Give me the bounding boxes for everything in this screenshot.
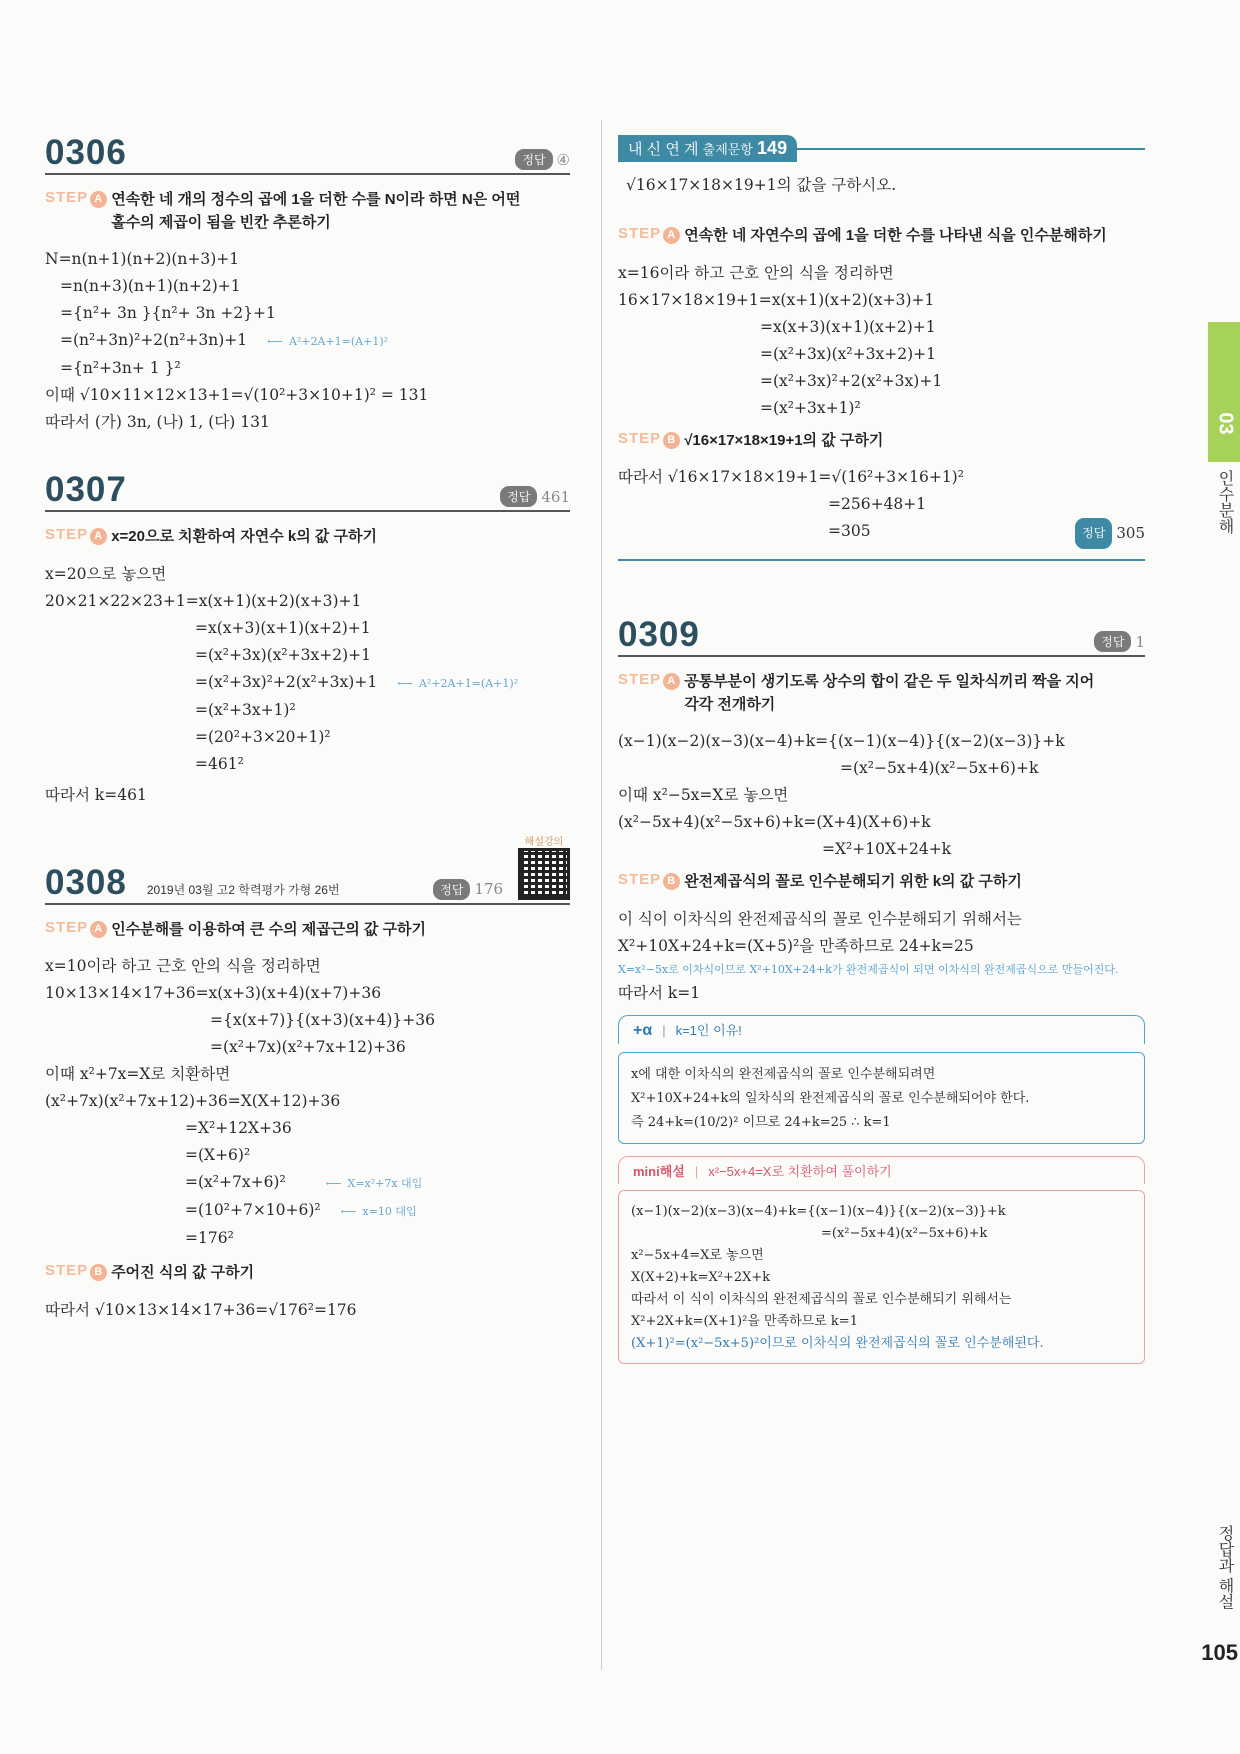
step-tag: STEP A [45, 189, 107, 208]
step-a [45, 189, 570, 234]
answer-value: 1 [1135, 632, 1145, 651]
step-tag: STEP B [618, 430, 680, 449]
answer-value: 305 [1116, 524, 1145, 542]
math-line: =(x²+3x)(x²+3x+2)+1 [195, 645, 371, 664]
naeshin-bottom-rule [618, 559, 1145, 561]
step-b [618, 871, 1145, 894]
math-line: 이때 √10×11×12×13+1=√(10²+3×10+1)² = 131 [45, 386, 429, 404]
step-title: 인수분해를 이용하여 큰 수의 제곱근의 값 구하기 [111, 920, 426, 938]
step-a [45, 526, 570, 549]
conclusion: 따라서 √10×13×14×17+36=√176²=176 [45, 1300, 357, 1319]
math-line: 따라서 √16×17×18×19+1=√(16²+3×16+1)² [618, 468, 964, 486]
math-line: =x(x+3)(x+1)(x+2)+1 [760, 317, 936, 336]
hint-note: ⟵ X=x²+7x 대입 [325, 1177, 423, 1190]
section-label: 정답과 해설 [1216, 1525, 1233, 1610]
math-line: X²+10X+24+k=(X+5)²을 만족하므로 24+k=25 [618, 936, 974, 955]
mini-line: x²−5x+4=X로 놓으면 [631, 1247, 764, 1263]
right-column [618, 135, 1145, 1364]
conclusion: 따라서 k=1 [618, 983, 701, 1002]
qr-code-icon [518, 848, 570, 900]
math-line: =X²+10X+24+k [822, 840, 952, 858]
step-tag: STEP A [45, 526, 107, 545]
math-line: =X²+12X+36 [185, 1119, 292, 1137]
step-title: 완전제곱식의 꼴로 인수분해되기 위한 k의 값 구하기 [684, 873, 1022, 890]
problem-number: 0308 [45, 862, 127, 902]
problem-0308 [45, 833, 570, 1324]
step-tag: STEP A [618, 671, 680, 690]
problem-0309-header [618, 617, 1145, 657]
step-title: 연속한 네 자연수의 곱에 1을 더한 수를 나타낸 식을 인수분해하기 [684, 227, 1107, 244]
problem-0306 [45, 135, 570, 436]
hint-note: ⟵ A²+2A+1=(A+1)² [267, 335, 389, 348]
page-number: 105 [1201, 1640, 1238, 1665]
step-a [618, 225, 1145, 248]
step-title: 주어진 식의 값 구하기 [111, 1264, 255, 1281]
math-line: 이때 x²+7x=X로 치환하면 [45, 1065, 231, 1083]
step-title: x=20으로 치환하여 자연수 k의 값 구하기 [111, 528, 378, 545]
why-line: 즉 24+k=(10/2)² 이므로 24+k=25 ∴ k=1 [631, 1114, 891, 1130]
math-line: =(n²+3n)²+2(n²+3n)+1 ⟵ A²+2A+1=(A+1)² [60, 331, 389, 349]
math-line: =(x²+3x)²+2(x²+3x)+1 ⟵ A²+2A+1=(A+1)² [195, 672, 519, 691]
math-line: x=16이라 하고 근호 안의 식을 정리하면 [618, 263, 894, 282]
math-line: =(10²+7×10+6)² ⟵ x=10 대입 [185, 1201, 417, 1219]
mini-line: (x−1)(x−2)(x−3)(x−4)+k={(x−1)(x−4)}{(x−2)(x−3)}+k [631, 1203, 1006, 1219]
math-line: =(x²+7x)(x²+7x+12)+36 [210, 1038, 406, 1056]
problem-0306-header [45, 135, 570, 175]
naeshin-rule [780, 148, 1145, 150]
problem-number: 0307 [45, 470, 127, 509]
column-divider [601, 120, 602, 1670]
step-tag: STEP B [45, 1262, 107, 1281]
math-line: x=20으로 놓으면 [45, 564, 167, 583]
math-line: =305 정답 305 [618, 518, 1145, 549]
problem-0308-header [45, 833, 570, 905]
naeshin-badge: 내 신 연 계 출제문항 149 [618, 135, 797, 162]
math-line: =461² [195, 754, 244, 773]
conclusion: 따라서 (가) 3n, (나) 1, (다) 131 [45, 413, 270, 431]
naeshin-section [618, 135, 1145, 561]
qr-lecture[interactable] [518, 833, 570, 900]
mini-header: mini해설 | x²−5x+4=X로 치환하여 풀이하기 [618, 1156, 1145, 1184]
answer-value: ④ [556, 150, 570, 169]
math-line: N=n(n+1)(n+2)(n+3)+1 [45, 250, 240, 268]
step-title: √16×17×18×19+1의 값 구하기 [684, 431, 884, 449]
math-line: ={x(x+7)}{(x+3)(x+4)}+36 [210, 1011, 435, 1029]
math-line: =(X+6)² [185, 1146, 251, 1164]
step-b [45, 1262, 570, 1285]
mini-body [618, 1190, 1145, 1364]
math-line: =n(n+3)(n+1)(n+2)+1 [60, 277, 241, 295]
math-line: ={n²+ 3n }{n²+ 3n +2}+1 [60, 304, 276, 322]
math-line: 10×13×14×17+36=x(x+3)(x+4)(x+7)+36 [45, 984, 382, 1002]
answer-badge: 정답 [433, 879, 470, 900]
math-line: x=10이라 하고 근호 안의 식을 정리하면 [45, 957, 321, 975]
math-line: 16×17×18×19+1=x(x+1)(x+2)(x+3)+1 [618, 290, 935, 309]
math-line: =(x²−5x+4)(x²−5x+6)+k [840, 759, 1039, 777]
problem-source: 2019년 03월 고2 학력평가 가형 26번 [146, 882, 340, 897]
why-line: X²+10X+24+k의 일차식의 완전제곱식의 꼴로 인수분해되어야 한다. [631, 1090, 1030, 1106]
naeshin-header [618, 135, 1145, 158]
why-line: x에 대한 이차식의 완전제곱식의 꼴로 인수분해되려면 [631, 1066, 936, 1082]
step-a [618, 671, 1145, 716]
answer-value: 176 [474, 880, 504, 898]
answer-badge: 정답 [1075, 518, 1112, 549]
naeshin-question: √16×17×18×19+1의 값을 구하시오. [626, 176, 897, 194]
left-column [45, 135, 570, 1324]
step-tag: STEP A [45, 919, 107, 938]
why-header: +α | k=1인 이유! [618, 1015, 1145, 1044]
math-line: 20×21×22×23+1=x(x+1)(x+2)(x+3)+1 [45, 591, 362, 610]
mini-line: =(x²−5x+4)(x²−5x+6)+k [821, 1225, 988, 1241]
math-line: =(x²+3x+1)² [195, 700, 296, 719]
hint-note: ⟵ x=10 대입 [340, 1205, 417, 1218]
problem-0307 [45, 472, 570, 809]
step-title: 공통부분이 생기도록 상수의 합이 같은 두 일차식끼리 짝을 지어 각각 전개하기 [684, 673, 1095, 713]
answer-value: 461 [541, 487, 570, 506]
problem-number: 0309 [618, 615, 700, 654]
step-title: 연속한 네 개의 정수의 곱에 1을 더한 수를 N이라 하면 N은 어떤 홀수의 제곱이 됨을 빈칸 추론하기 [111, 191, 521, 231]
math-line: =(x²+3x)(x²+3x+2)+1 [760, 344, 936, 363]
math-line: (x²+7x)(x²+7x+12)+36=X(X+12)+36 [45, 1092, 341, 1110]
mini-line: X²+2X+k=(X+1)²을 만족하므로 k=1 [631, 1313, 858, 1329]
math-line: =(x²+3x+1)² [760, 398, 861, 417]
math-line: 이때 x²−5x=X로 놓으면 [618, 786, 789, 804]
math-line: (x−1)(x−2)(x−3)(x−4)+k={(x−1)(x−4)}{(x−2)(x−3)}+k [618, 732, 1065, 750]
step-b [618, 430, 1145, 453]
mini-line: X(X+2)+k=X²+2X+k [631, 1269, 771, 1285]
hint-note: ⟵ A²+2A+1=(A+1)² [397, 676, 519, 690]
step-tag: STEP B [618, 871, 680, 890]
math-line: (x²−5x+4)(x²−5x+6)+k=(X+4)(X+6)+k [618, 813, 931, 831]
problem-0309 [618, 617, 1145, 1364]
problem-0307-header [45, 472, 570, 512]
why-box [618, 1015, 1145, 1144]
math-line: =176² [185, 1229, 234, 1247]
problem-number: 0306 [45, 133, 127, 172]
answer-badge: 정답 [1094, 631, 1131, 652]
answer-badge: 정답 [500, 486, 537, 507]
qr-label: 해설강의 [524, 836, 564, 848]
mini-line: (X+1)²=(x²−5x+5)²이므로 이차식의 완전제곱식의 꼴로 인수분해된다. [631, 1335, 1044, 1351]
math-line: =(20²+3×20+1)² [195, 727, 331, 746]
mini-line: 따라서 이 식이 이차식의 완전제곱식의 꼴로 인수분해되기 위해서는 [631, 1291, 1012, 1307]
chapter-tab[interactable] [1208, 322, 1240, 462]
step-tag: STEP A [618, 225, 680, 244]
answer-badge: 정답 [515, 149, 552, 170]
chapter-title: 인수분해 [1216, 470, 1233, 534]
mini-box [618, 1156, 1145, 1364]
step-a [45, 919, 570, 942]
math-line: 이 식이 이차식의 완전제곱식의 꼴로 인수분해되기 위해서는 [618, 909, 1022, 928]
math-line: =x(x+3)(x+1)(x+2)+1 [195, 618, 371, 637]
math-line: =(x²+7x+6)² ⟵ X=x²+7x 대입 [185, 1173, 423, 1191]
math-line: =(x²+3x)²+2(x²+3x)+1 [760, 371, 943, 390]
chapter-number: 03 [1214, 412, 1237, 435]
why-body [618, 1052, 1145, 1144]
math-line: ={n²+3n+ 1 }² [60, 359, 181, 377]
small-note: X=x²−5x로 이차식이므로 X²+10X+24+k가 완전제곱식이 되면 이차식의 완전제곱식으로 만들어진다. [618, 962, 1119, 976]
conclusion: 따라서 k=461 [45, 785, 147, 804]
math-line: =256+48+1 [828, 495, 927, 513]
